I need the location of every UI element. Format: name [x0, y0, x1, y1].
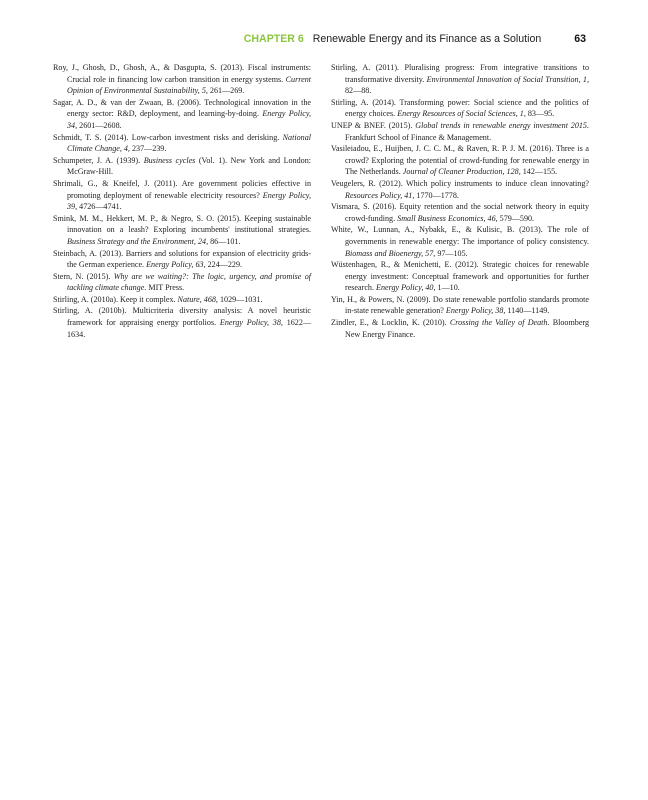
reference-entry: Shrimali, G., & Kneifel, J. (2011). Are government policies effective in promoting deployment of renewable electricity resources? Energy Policy, 39, 4726—4741. [53, 178, 311, 212]
references-left-column [53, 62, 311, 340]
page-number: 63 [574, 33, 586, 45]
reference-entry: Wüstenhagen, R., & Menichetti, E. (2012). Strategic choices for renewable energy investment: Conceptual framework and opportunities for further research. Energy Policy, 40, 1—10. [331, 260, 589, 293]
reference-entry: Stirling, A. (2014). Transforming power: Social science and the politics of energy choices. Energy Resources of Social Sciences, 1, 83—95. [331, 97, 589, 119]
chapter-label: CHAPTER 6 [243, 33, 304, 45]
reference-entry: Schumpeter, J. A. (1939). Business cycles (Vol. 1). New York and London: McGraw-Hill. [53, 155, 312, 177]
reference-entry: Sagar, A. D., & van der Zwaan, B. (2006). Technological innovation in the energy sector: R&D, deployment, and learning-by-doing. Energy Policy, 34, 2601—2608. [53, 97, 311, 130]
reference-entry: Roy, J., Ghosh, D., Ghosh, A., & Dasgupta, S. (2013). Fiscal instruments: Crucial role in financing low carbon transition in energy systems. Current Opinion of Environmental Sustainability, 5, 261—269. [53, 63, 311, 96]
chapter-title: Renewable Energy and its Finance as a Solution [312, 33, 542, 45]
reference-entry: Stirling, A. (2010a). Keep it complex. Nature, 468, 1029—1031. [53, 294, 263, 304]
reference-entry: Zindler, E., & Locklin, K. (2010). Crossing the Valley of Death. Bloomberg New Energy Finance. [331, 318, 590, 339]
reference-entry: Yin, H., & Powers, N. (2009). Do state renewable portfolio standards promote in-state renewable generation? Energy Policy, 38, 1140—1149. [331, 294, 589, 316]
reference-entry: Stirling, A. (2011). Pluralising progress: From integrative transitions to transformative diversity. Environmental Innovation of Social Transition, 1, 82—88. [331, 63, 589, 96]
references-right-column [331, 62, 589, 340]
reference-entry: Veugelers, R. (2012). Which policy instruments to induce clean innovating? Resources Policy, 41, 1770—1778. [331, 178, 589, 200]
reference-entry: White, W., Lunnan, A., Nybakk, E., & Kulisic, B. (2013). The role of governments in renewable energy: The importance of policy consistency. Biomass and Bioenergy, 57, 97—105. [331, 225, 589, 258]
reference-entry: Schmidt, T. S. (2014). Low-carbon investment risks and derisking. National Climate Change, 4, 237—239. [53, 132, 311, 154]
reference-entry: Vasileiadou, E., Huijben, J. C. C. M., & Raven, R. P. J. M. (2016). Three is a crowd? Exploring the potential of crowd-funding for renewable energy in The Netherlands. Journal of Cleaner Production, 128, 142—155. [331, 144, 589, 177]
reference-entry: Stern, N. (2015). Why are we waiting?: The logic, urgency, and promise of tackling climate change. MIT Press. [53, 271, 311, 293]
reference-entry: UNEP & BNEF. (2015). Global trends in renewable energy investment 2015. Frankfurt School of Finance & Management. [331, 120, 590, 142]
reference-entry: Smink, M. M., Hekkert, M. P., & Negro, S. O. (2015). Keeping sustainable innovation on a leash? Exploring incumbents' institutional strategies. Business Strategy and the Environment, 24, 86—101. [53, 213, 311, 246]
reference-entry: Vismara, S. (2016). Equity retention and the social network theory in equity crowd-funding. Small Business Economics, 46, 579—590. [331, 202, 589, 223]
running-header [244, 33, 586, 45]
reference-entry: Steinbach, A. (2013). Barriers and solutions for expansion of electricity grids-the German experience. Energy Policy, 63, 224—229. [53, 248, 311, 270]
reference-entry: Stirling, A. (2010b). Multicriteria diversity analysis: A novel heuristic framework for appraising energy portfolios. Energy Policy, 38, 1622—1634. [53, 306, 311, 339]
